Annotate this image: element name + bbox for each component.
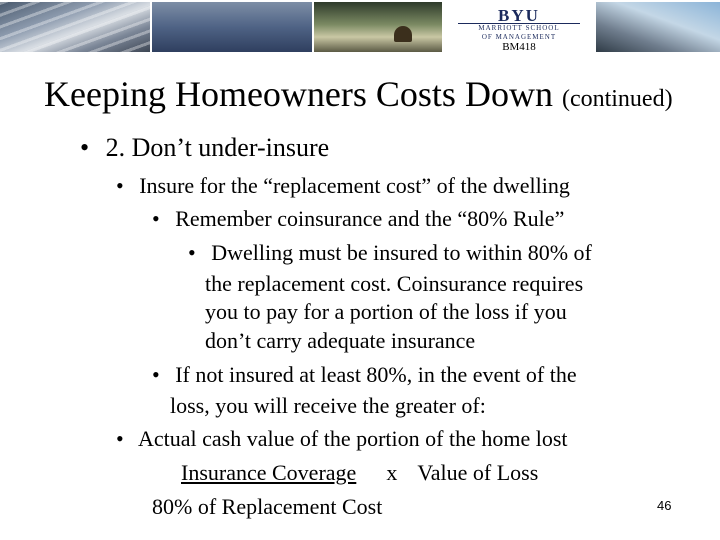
- bullet-level2: [116, 425, 568, 453]
- bullet-level3: [152, 205, 564, 233]
- byu-logo: [444, 2, 594, 52]
- formula-denominator: 80% of Replacement Cost: [152, 494, 383, 519]
- formula-value-of-loss: Value of Loss: [417, 460, 539, 485]
- bullet-text: loss, you will receive the greater of:: [170, 393, 486, 418]
- bullet-continuation: [205, 298, 567, 326]
- logo-school-line2: OF MANAGEMENT: [481, 33, 557, 41]
- page-number: 46: [657, 498, 672, 513]
- bullet-text: 2. Don’t under-insure: [105, 133, 330, 162]
- bell-icon: [394, 26, 412, 42]
- slide-title-suffix: (continued): [561, 86, 673, 112]
- bullet-marker: •: [188, 240, 196, 265]
- course-code: BM418: [502, 41, 536, 53]
- bullet-marker: •: [152, 362, 160, 387]
- bullet-level1: [80, 134, 329, 162]
- formula-numerator: Insurance Coverage: [181, 460, 357, 485]
- banner-photo-building: [596, 2, 720, 52]
- bullet-text: the replacement cost. Coinsurance requires: [205, 271, 584, 296]
- formula-operator: x: [386, 460, 398, 485]
- formula-numerator-line: [181, 459, 538, 487]
- slide-title-main: Keeping Homeowners Costs Down: [44, 74, 553, 114]
- bullet-continuation: [205, 327, 475, 355]
- bullet-text: you to pay for a portion of the loss if you: [205, 299, 567, 324]
- bullet-text: Remember coinsurance and the “80% Rule”: [175, 206, 565, 231]
- bullet-continuation: [170, 392, 486, 420]
- logo-school-line1: MARRIOTT SCHOOL: [478, 24, 560, 32]
- bullet-level3: [152, 361, 577, 389]
- bullet-marker: •: [116, 173, 124, 198]
- bullet-level4: [188, 239, 592, 267]
- bullet-marker: •: [80, 133, 90, 162]
- bullet-continuation: [205, 270, 583, 298]
- slide-title: [44, 72, 673, 121]
- bullet-marker: •: [152, 206, 160, 231]
- bullet-text: Insure for the “replacement cost” of the dwelling: [139, 173, 570, 198]
- logo-school: [444, 24, 594, 42]
- header-banner: [0, 0, 720, 54]
- bullet-text: Dwelling must be insured to within 80% of: [211, 240, 592, 265]
- bullet-text: don’t carry adequate insurance: [205, 328, 476, 353]
- bullet-marker: •: [116, 426, 124, 451]
- logo-title: BYU: [498, 6, 540, 25]
- bullet-level2: [116, 172, 570, 200]
- bullet-text: Actual cash value of the portion of the home lost: [138, 426, 568, 451]
- bullet-text: If not insured at least 80%, in the event of the: [175, 362, 577, 387]
- banner-photo-bell: [314, 2, 442, 52]
- banner-photo-statue: [0, 2, 150, 52]
- banner-photo-y-mountain: [152, 2, 312, 52]
